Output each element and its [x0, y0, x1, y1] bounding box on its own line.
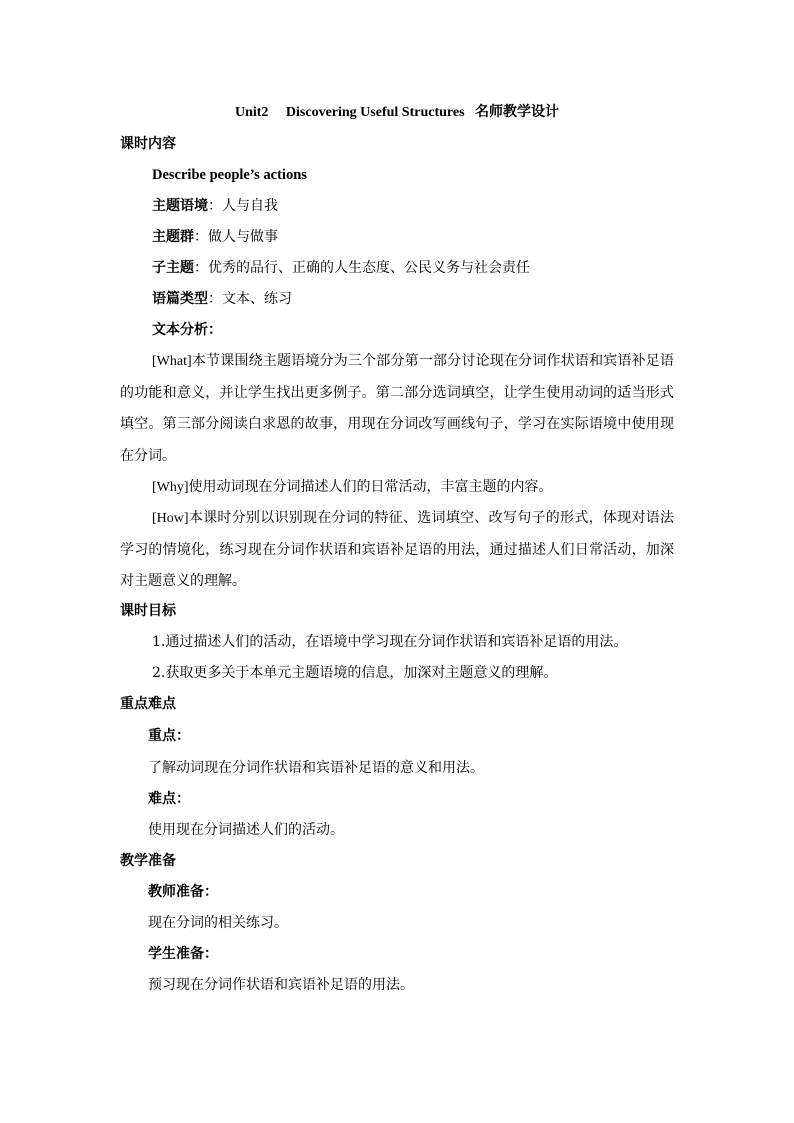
why-text: 使用动词现在分词描述人们的日常活动，丰富主题的内容。 — [188, 479, 553, 495]
section-heading-preparation: 教学准备 — [120, 853, 176, 869]
what-text: 本节课围绕主题语境分为三个部分第一部分讨论现在分词作状语和宾语补足语的功能和意义，并让学生找出更多例子。第二部分选词填空，让学生使用动词的适当形式填空。第三部分阅读白求恩的故事，用现在分词改写画线句子，学习在实际语境中使用现在分词。 — [120, 353, 674, 464]
key-label: 重点： — [148, 728, 190, 744]
topic-line: Describe people’s actions — [152, 167, 307, 183]
text-type-value: ：文本、练习 — [208, 291, 292, 307]
theme-context-label: 主题语境 — [152, 198, 208, 214]
key-text: 了解动词现在分词作状语和宾语补足语的意义和用法。 — [148, 760, 484, 776]
what-tag: [What] — [152, 354, 192, 369]
theme-group-value: ：做人与做事 — [194, 229, 278, 245]
how-text: 本课时分别以识别现在分词的特征、选词填空、改写句子的形式，体现对语法学习的情境化，练习现在分词作状语和宾语补足语的用法，通过描述人们日常活动，加深对主题意义的理解。 — [120, 510, 674, 589]
what-paragraph — [120, 346, 674, 472]
teacher-prep-label: 教师准备： — [148, 884, 218, 900]
analysis-label: 文本分析： — [152, 322, 222, 338]
why-tag: [Why] — [152, 480, 189, 495]
document-title: Unit2 Discovering Useful Structures 名师教学设计 — [234, 105, 560, 120]
student-prep-label: 学生准备： — [148, 946, 218, 962]
how-paragraph — [120, 503, 674, 598]
student-prep-text: 预习现在分词作状语和宾语补足语的用法。 — [148, 977, 414, 993]
theme-context-value: ：人与自我 — [208, 198, 278, 214]
section-heading-key-points: 重点难点 — [120, 696, 176, 712]
goal-item-2: 2.获取更多关于本单元主题语境的信息，加深对主题意义的理解。 — [152, 665, 558, 681]
difficult-label: 难点： — [148, 791, 190, 807]
section-heading-goals: 课时目标 — [120, 603, 176, 619]
subtheme-line — [152, 258, 530, 278]
theme-context-line — [152, 196, 278, 216]
text-type-label: 语篇类型 — [152, 291, 208, 307]
section-heading-content: 课时内容 — [120, 136, 176, 152]
theme-group-label: 主题群 — [152, 229, 194, 245]
theme-group-line — [152, 227, 278, 247]
subtheme-value: ：优秀的品行、正确的人生态度、公民义务与社会责任 — [194, 260, 530, 276]
goal-item-1: 1.通过描述人们的活动，在语境中学习现在分词作状语和宾语补足语的用法。 — [152, 634, 628, 650]
difficult-text: 使用现在分词描述人们的活动。 — [148, 822, 344, 838]
subtheme-label: 子主题 — [152, 260, 194, 276]
how-tag: [How] — [152, 511, 189, 526]
teacher-prep-text: 现在分词的相关练习。 — [148, 915, 288, 931]
why-paragraph — [120, 472, 674, 504]
text-type-line — [152, 289, 292, 309]
